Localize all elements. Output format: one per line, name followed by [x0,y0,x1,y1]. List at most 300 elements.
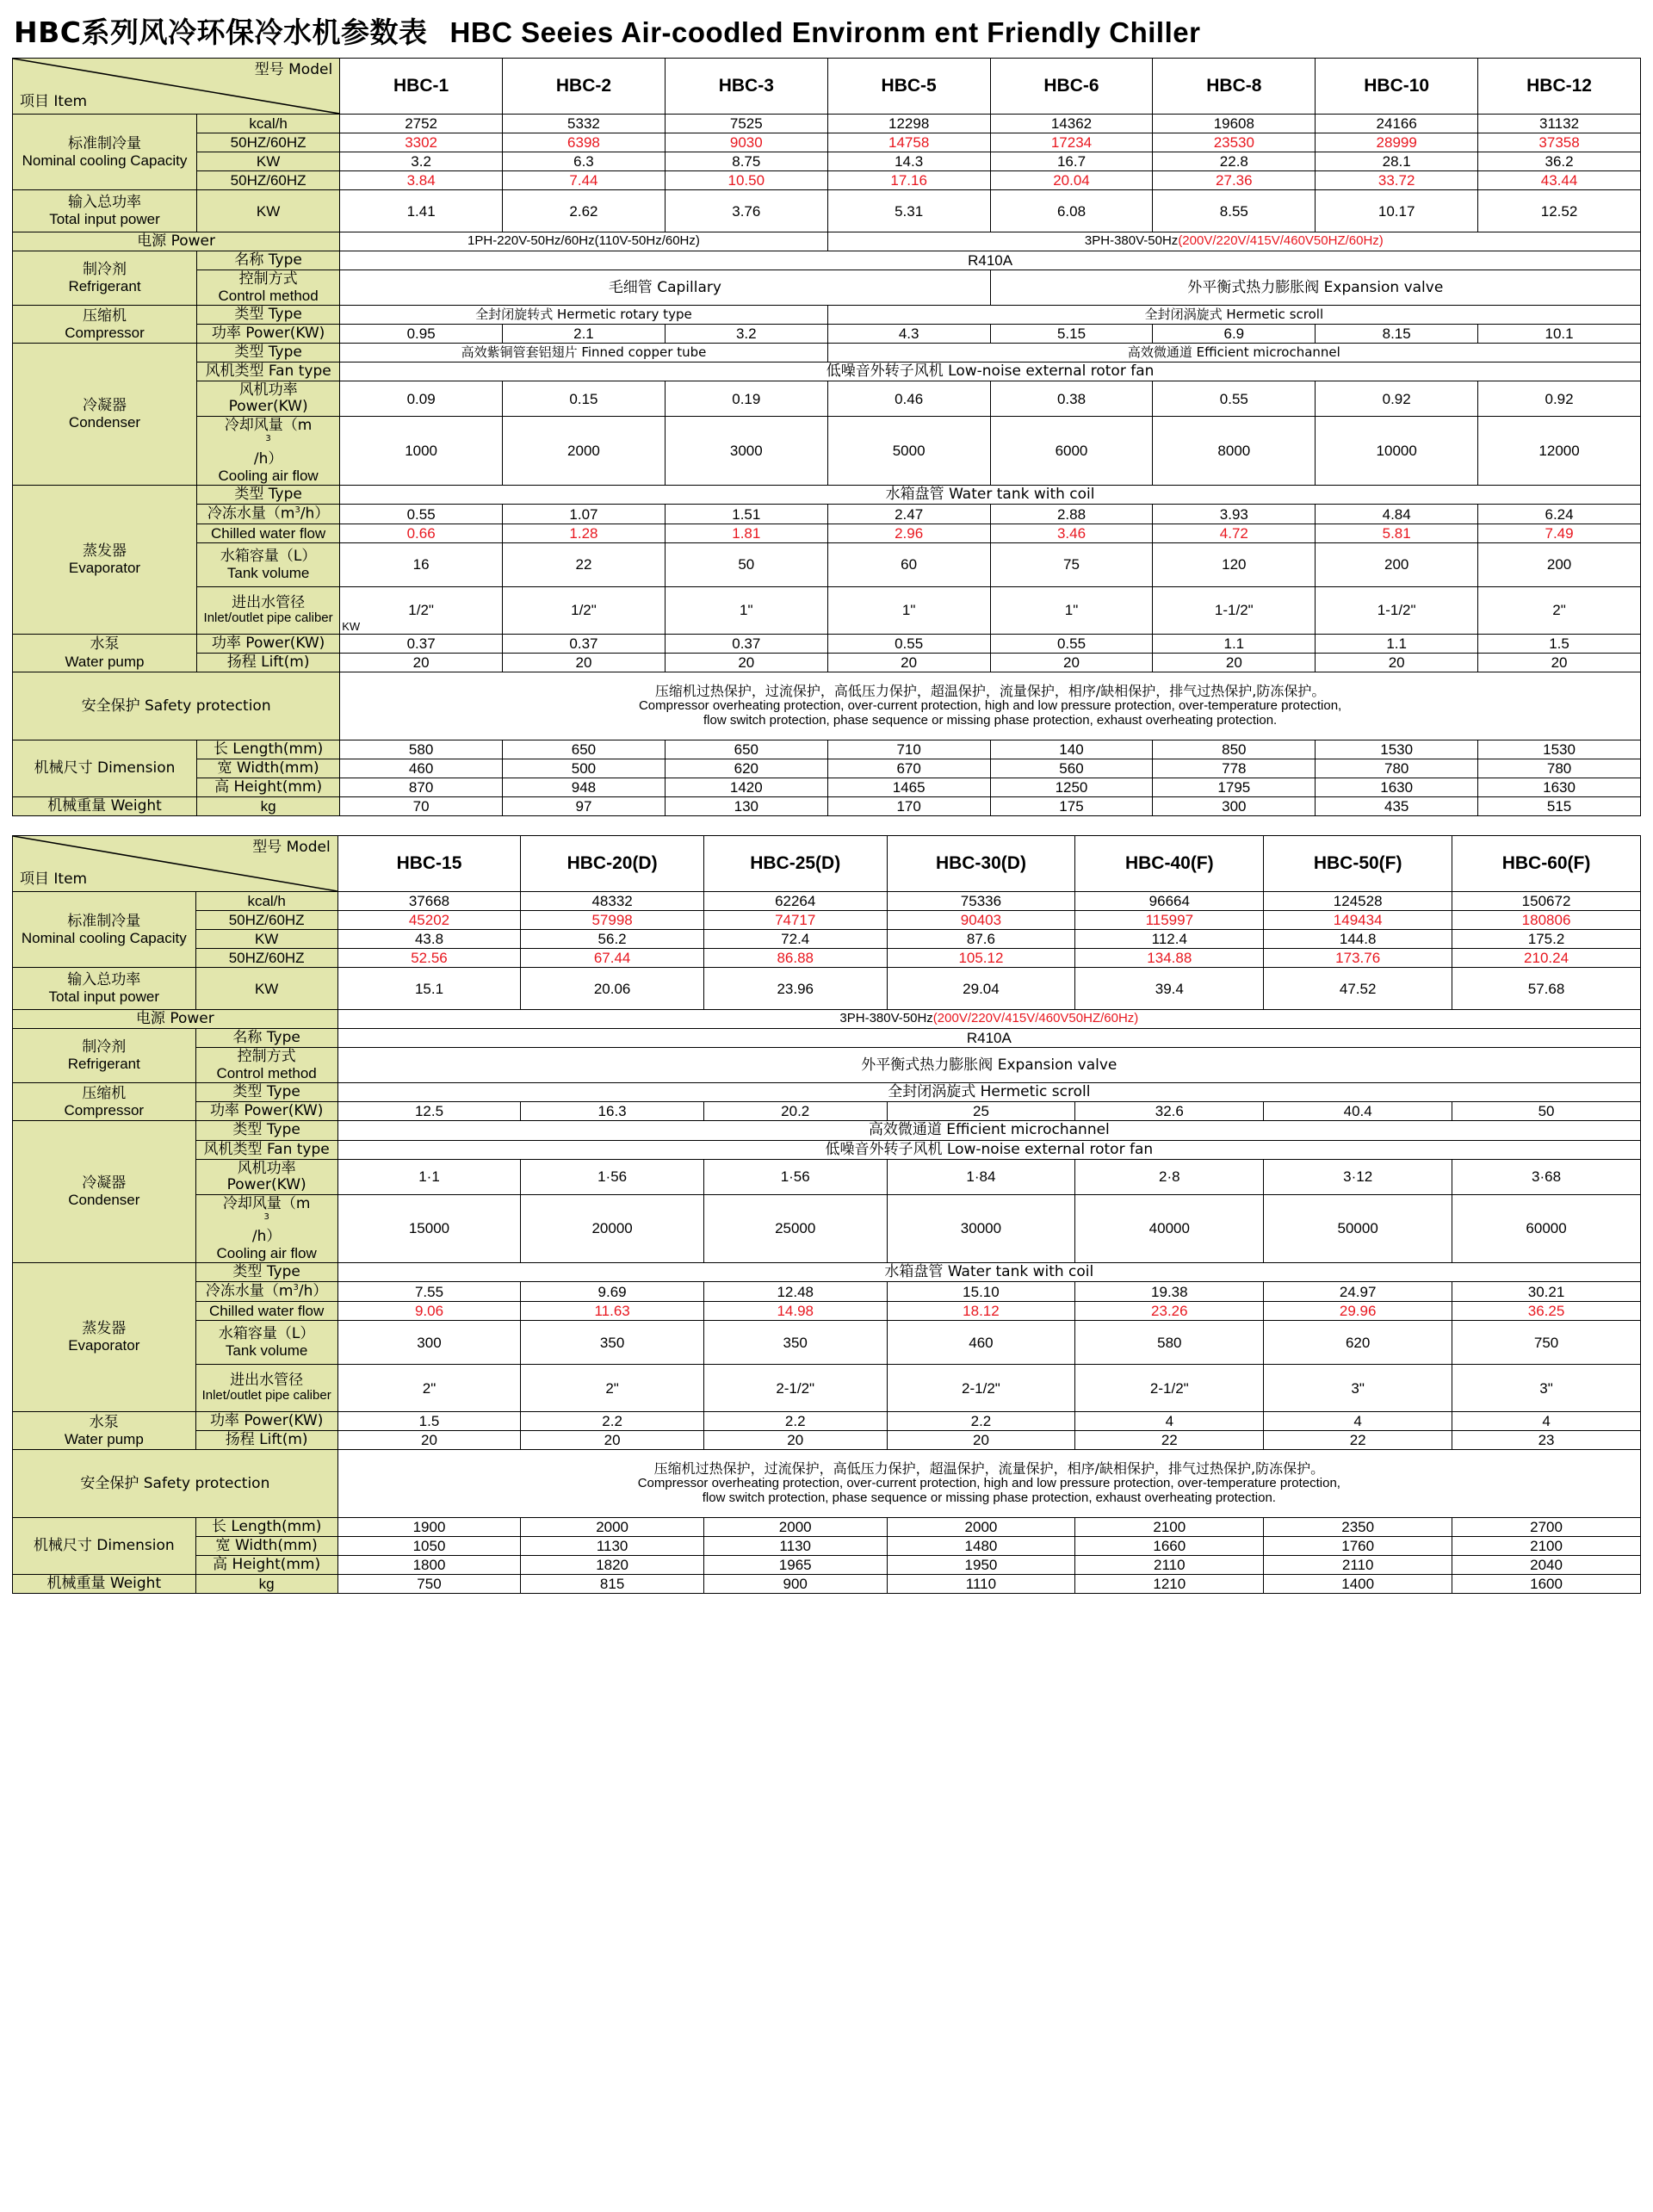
cell: 1210 [1075,1575,1264,1594]
table-header-row [13,836,1641,892]
cell: 20 [503,654,666,672]
cell: 650 [503,740,666,759]
cell: 37668 [337,892,521,911]
compressor-type-rotary: 全封闭旋转式 Hermetic rotary type [340,306,828,325]
cell: 1·56 [521,1159,704,1194]
cell: 7.44 [503,171,666,190]
cell: 12.5 [337,1102,521,1121]
cell: 1950 [887,1556,1075,1575]
cell: 3000 [665,417,827,486]
cell: 8.75 [665,152,827,171]
cell: 3302 [340,133,503,152]
header-model-label: 型号 Model [254,61,333,78]
label-hz: 50HZ/60HZ [197,133,340,152]
cell: 1050 [337,1537,521,1556]
evaporator-type-value: 水箱盘管 Water tank with coil [337,1263,1640,1282]
cell: 43.8 [337,930,521,949]
cell: 350 [703,1321,887,1365]
header-corner-cell [13,59,340,115]
model-col-8: HBC-12 [1478,59,1641,115]
cell: 96664 [1075,892,1264,911]
cell: 130 [665,797,827,816]
spec-table-1 [12,58,1641,816]
row-width [13,1537,1641,1556]
cell: 2.2 [887,1412,1075,1431]
cell: 2.2 [521,1412,704,1431]
cell: 86.88 [703,949,887,968]
cell: 57998 [521,911,704,930]
label-kw: KW [195,968,337,1010]
cell: 20 [703,1431,887,1450]
cell: 87.6 [887,930,1075,949]
cell: 20 [337,1431,521,1450]
fan-type-value: 低噪音外转子风机 Low-noise external rotor fan [340,362,1641,381]
cell: 5.15 [990,325,1153,344]
cell: 1760 [1264,1537,1452,1556]
cell: 1630 [1478,778,1641,797]
label-kw: KW [195,930,337,949]
cell: 9.69 [521,1282,704,1302]
cell: 0.55 [827,634,990,653]
cell: 710 [827,740,990,759]
cell: 39.4 [1075,968,1264,1010]
row-control-method [13,1048,1641,1083]
cell: 2000 [887,1518,1075,1537]
cell: 5332 [503,115,666,133]
cell: 60 [827,542,990,586]
cell: 1000 [340,417,503,486]
row-kw-60 [13,949,1641,968]
cell: 97 [503,797,666,816]
cell: 1" [665,586,827,634]
label-length: 长 Length(mm) [197,740,340,759]
cell: 14362 [990,115,1153,133]
label-tank-volume: 水箱容量（L） Tank volume [195,1321,337,1365]
cell: 200 [1316,542,1478,586]
row-compressor-type [13,306,1641,325]
cell: 1/2" [503,586,666,634]
cell: 850 [1153,740,1316,759]
model-col-3: HBC-25(D) [703,836,887,892]
label-fan-power: 风机功率 Power(KW) [195,1159,337,1194]
cell: 4.72 [1153,524,1316,542]
cell: 134.88 [1075,949,1264,968]
cell: 2.62 [503,190,666,232]
cell: 1465 [827,778,990,797]
label-height: 高 Height(mm) [195,1556,337,1575]
safety-text-en-2: flow switch protection, phase sequence or missing phase protection, exhaust overheating protection. [703,712,1278,728]
label-pipe-caliber: 进出水管径 Inlet/outlet pipe caliber [195,1365,337,1412]
header-corner-cell [13,836,338,892]
cell: 7.49 [1478,524,1641,542]
cell: 56.2 [521,930,704,949]
label-power-kw: 功率 Power(KW) [197,325,340,344]
cell: 1820 [521,1556,704,1575]
cell: 1130 [521,1537,704,1556]
label-weight: 机械重量 Weight [13,1575,196,1594]
table-header-row [13,59,1641,115]
cell: 1.81 [665,524,827,542]
cell: 870 [340,778,503,797]
cell: 0.37 [503,634,666,653]
cell: 12.48 [703,1282,887,1302]
label-dimension: 机械尺寸 Dimension [13,740,197,797]
cell: 29.04 [887,968,1075,1010]
cell: 1·56 [703,1159,887,1194]
header-item-label: 项目 Item [20,92,88,110]
label-length: 长 Length(mm) [195,1518,337,1537]
refrigerant-value: R410A [337,1029,1640,1048]
cell: 0.95 [340,325,503,344]
row-pipe-caliber [13,1365,1641,1412]
cell: 6.08 [990,190,1153,232]
cell: 1.5 [337,1412,521,1431]
cell: 1.1 [1153,634,1316,653]
cell: 5.31 [827,190,990,232]
cell: 90403 [887,911,1075,930]
cell: 900 [703,1575,887,1594]
label-lift: 扬程 Lift(m) [195,1431,337,1450]
label-chilled-water-flow: Chilled water flow [195,1302,337,1321]
label-nominal-cooling: 标准制冷量 Nominal cooling Capacity [13,892,196,968]
cell: 43.44 [1478,171,1641,190]
cell: 1130 [703,1537,887,1556]
cell: 62264 [703,892,887,911]
cell: 115997 [1075,911,1264,930]
label-chilled-water: 冷冻水量$(m^3/h)$ [195,1282,337,1302]
cell: 8000 [1153,417,1316,486]
safety-text-en-1: Compressor overheating protection, over-current protection, high and low pressure protection, over-temperature protection, [638,698,1342,714]
cell: 36.2 [1478,152,1641,171]
cell: 0.38 [990,381,1153,417]
cell: 7.55 [337,1282,521,1302]
control-expansion-valve: 外平衡式热力膨胀阀 Expansion valve [337,1048,1640,1083]
cell: 24.97 [1264,1282,1452,1302]
model-col-2: HBC-20(D) [521,836,704,892]
label-power-kw: 功率 Power(KW) [195,1412,337,1431]
cell: 173.76 [1264,949,1452,968]
row-kcal-50 [13,892,1641,911]
cell: 2350 [1264,1518,1452,1537]
label-refrigerant: 制冷剂 Refrigerant [13,1029,196,1083]
cell: 2100 [1075,1518,1264,1537]
cell: 6.9 [1153,325,1316,344]
model-col-6: HBC-50(F) [1264,836,1452,892]
cell: 30.21 [1452,1282,1641,1302]
row-kw-50 [13,930,1641,949]
cell: 20 [1153,654,1316,672]
cell: 6000 [990,417,1153,486]
label-control-method: 控制方式 Control method [197,270,340,306]
label-kcal: kcal/h [195,892,337,911]
cell: 22 [503,542,666,586]
model-col-6: HBC-8 [1153,59,1316,115]
cell: 0.19 [665,381,827,417]
cell: 40.4 [1264,1102,1452,1121]
cell: 170 [827,797,990,816]
cell: 10.1 [1478,325,1641,344]
row-refrigerant-type [13,251,1641,270]
row-fan-type [13,362,1641,381]
cell: 1800 [337,1556,521,1575]
label-power-supply: 电源 Power [13,232,340,251]
cell: 620 [665,759,827,778]
cell: 37358 [1478,133,1641,152]
cell: 1.1 [1316,634,1478,653]
table-gap [12,816,1641,835]
label-type: 类型 Type [197,306,340,325]
cell: 16 [340,542,503,586]
cell: 16.3 [521,1102,704,1121]
label-safety-protection: 安全保护 Safety protection [13,1450,338,1518]
cell: 10.17 [1316,190,1478,232]
cell: 1900 [337,1518,521,1537]
cell: 2" [1478,586,1641,634]
label-height: 高 Height(mm) [197,778,340,797]
model-col-4: HBC-5 [827,59,990,115]
cell: 22 [1264,1431,1452,1450]
cell: 3·68 [1452,1159,1641,1194]
cell: 4 [1075,1412,1264,1431]
row-kcal-60 [13,911,1641,930]
spec-table-2 [12,835,1641,1594]
cell: 57.68 [1452,968,1641,1010]
cell: 20.06 [521,968,704,1010]
cell: 778 [1153,759,1316,778]
cell: 1795 [1153,778,1316,797]
label-type-name: 名称 Type [195,1029,337,1048]
row-compressor-power [13,325,1641,344]
cell: 200 [1478,542,1641,586]
row-tank-volume [13,1321,1641,1365]
cell: 48332 [521,892,704,911]
condenser-type-finned: 高效紫铜管套铝翅片 Finned copper tube [340,344,828,362]
cell: 2.1 [503,325,666,344]
cell: 10000 [1316,417,1478,486]
cell: 20 [1478,654,1641,672]
cell: 27.36 [1153,171,1316,190]
row-weight [13,797,1641,816]
cell: 23.26 [1075,1302,1264,1321]
label-chilled-water: 冷冻水量$(m^3/h)$ [197,505,340,524]
cell: 19608 [1153,115,1316,133]
cell: 1-1/2" [1316,586,1478,634]
cell: 29.96 [1264,1302,1452,1321]
cell: 20 [887,1431,1075,1450]
cell: 750 [337,1575,521,1594]
cell: 2" [337,1365,521,1412]
cell: 20.04 [990,171,1153,190]
label-type: 类型 Type [195,1083,337,1102]
cell: 4.84 [1316,505,1478,524]
cell: 0.15 [503,381,666,417]
cell: 1.5 [1478,634,1641,653]
cell: 0.55 [1153,381,1316,417]
cell: 20 [990,654,1153,672]
cell: 0.66 [340,524,503,542]
cell: 23.96 [703,968,887,1010]
compressor-type-scroll: 全封闭涡旋式 Hermetic scroll [337,1083,1640,1102]
cell: 1660 [1075,1537,1264,1556]
label-evaporator: 蒸发器 Evaporator [13,1263,196,1412]
cell: 0.46 [827,381,990,417]
cell: 500 [503,759,666,778]
cell: 50 [665,542,827,586]
cell: 2000 [521,1518,704,1537]
row-height [13,1556,1641,1575]
cell: 350 [521,1321,704,1365]
row-pump-power [13,1412,1641,1431]
cell: 33.72 [1316,171,1478,190]
cell: 14.3 [827,152,990,171]
cell: 6.3 [503,152,666,171]
safety-text-cn: 压缩机过热保护，过流保护，高低压力保护，超温保护，流量保护，相序/缺相保护，排气过热保护,防冻保护。 [654,683,1326,700]
row-fan-power [13,381,1641,417]
label-fan-power: 风机功率 Power(KW) [197,381,340,417]
cell: 12298 [827,115,990,133]
cell: 1965 [703,1556,887,1575]
row-evaporator-type [13,486,1641,505]
cell: 0.55 [990,634,1153,653]
cell: 1" [990,586,1153,634]
cell: 1480 [887,1537,1075,1556]
cell: 2-1/2" [1075,1365,1264,1412]
cell: 5.81 [1316,524,1478,542]
cell: 1·1 [337,1159,521,1194]
row-width [13,759,1641,778]
label-weight: 机械重量 Weight [13,797,197,816]
cell: 3·12 [1264,1159,1452,1194]
model-col-1: HBC-15 [337,836,521,892]
page-title [12,7,1641,58]
cell: 20 [827,654,990,672]
label-evaporator: 蒸发器 Evaporator [13,486,197,635]
row-fan-type [13,1140,1641,1159]
cell: 23 [1452,1431,1641,1450]
cell: 149434 [1264,911,1452,930]
control-expansion-valve: 外平衡式热力膨胀阀 Expansion valve [990,270,1640,306]
row-cooling-air-flow [13,1194,1641,1263]
label-water-pump: 水泵 Water pump [13,1412,196,1450]
cell: 75336 [887,892,1075,911]
cell: 7525 [665,115,827,133]
cell: 31132 [1478,115,1641,133]
cell: 36.25 [1452,1302,1641,1321]
label-cooling-air-flow: 冷却风量（m $^3$ /h） Cooling air flow [197,417,340,486]
cell: 2000 [703,1518,887,1537]
label-condenser: 冷凝器 Condenser [13,1121,196,1263]
row-fan-power [13,1159,1641,1194]
cell: 2752 [340,115,503,133]
cell: 460 [887,1321,1075,1365]
cell: 300 [1153,797,1316,816]
label-safety-protection: 安全保护 Safety protection [13,672,340,740]
cell: 1250 [990,778,1153,797]
page-title-cn: HBC系列风冷环保冷水机参数表 [14,15,428,49]
row-safety-protection [13,1450,1641,1518]
model-col-4: HBC-30(D) [887,836,1075,892]
cell: 8.55 [1153,190,1316,232]
label-hz: 50HZ/60HZ [195,949,337,968]
label-power-kw: 功率 Power(KW) [197,634,340,653]
cell: 12000 [1478,417,1641,486]
row-safety-protection [13,672,1641,740]
cell: 1110 [887,1575,1075,1594]
cell: 1.41 [340,190,503,232]
cell: 32.6 [1075,1102,1264,1121]
cell: 2.88 [990,505,1153,524]
cell: 75 [990,542,1153,586]
cell: 3.2 [665,325,827,344]
cell: 2" [521,1365,704,1412]
cell: 1530 [1316,740,1478,759]
cell: 300 [337,1321,521,1365]
power-supply-three-phase: 3PH-380V-50Hz(200V/220V/415V/460V50HZ/60Hz) [827,232,1640,251]
header-model-label: 型号 Model [252,839,331,857]
model-col-1: HBC-1 [340,59,503,115]
cell: 9.06 [337,1302,521,1321]
row-kcal-60 [13,133,1641,152]
label-water-pump: 水泵 Water pump [13,634,197,672]
cell: 17234 [990,133,1153,152]
cell: KW 1/2" [340,586,503,634]
cell: 1.07 [503,505,666,524]
cell: 560 [990,759,1153,778]
cell: 3.46 [990,524,1153,542]
cell: 9030 [665,133,827,152]
label-lift: 扬程 Lift(m) [197,654,340,672]
cell: 1420 [665,778,827,797]
safety-protection-value [340,672,1641,740]
cell: 815 [521,1575,704,1594]
cell: 60000 [1452,1194,1641,1263]
label-compressor: 压缩机 Compressor [13,1083,196,1121]
cell: 2000 [503,417,666,486]
cell: 3" [1452,1365,1641,1412]
cell: 780 [1478,759,1641,778]
cell: 2.47 [827,505,990,524]
cell: 52.56 [337,949,521,968]
row-chilled-50 [13,1282,1641,1302]
pipe-kw-note: KW [342,620,361,634]
cell: 1·84 [887,1159,1075,1194]
row-pipe-caliber [13,586,1641,634]
cell: 112.4 [1075,930,1264,949]
label-kg: kg [197,797,340,816]
label-cooling-air-flow: 冷却风量（m $^3$ /h） Cooling air flow [195,1194,337,1263]
label-chilled-water-flow: Chilled water flow [197,524,340,542]
cell: 22.8 [1153,152,1316,171]
cell: 4 [1264,1412,1452,1431]
row-height [13,778,1641,797]
cell: 2100 [1452,1537,1641,1556]
cell: 24166 [1316,115,1478,133]
row-control-method [13,270,1641,306]
cell: 1" [827,586,990,634]
cell: 3.76 [665,190,827,232]
cell: 40000 [1075,1194,1264,1263]
safety-text-en-1: Compressor overheating protection, over-current protection, high and low pressure protection, over-temperature protection, [637,1476,1340,1491]
row-condenser-type [13,344,1641,362]
header-item-label: 项目 Item [20,871,88,889]
cell: 515 [1478,797,1641,816]
row-chilled-50 [13,505,1641,524]
cell: 4 [1452,1412,1641,1431]
row-power-supply [13,232,1641,251]
cell: 74717 [703,911,887,930]
cell: 670 [827,759,990,778]
cell: 105.12 [887,949,1075,968]
